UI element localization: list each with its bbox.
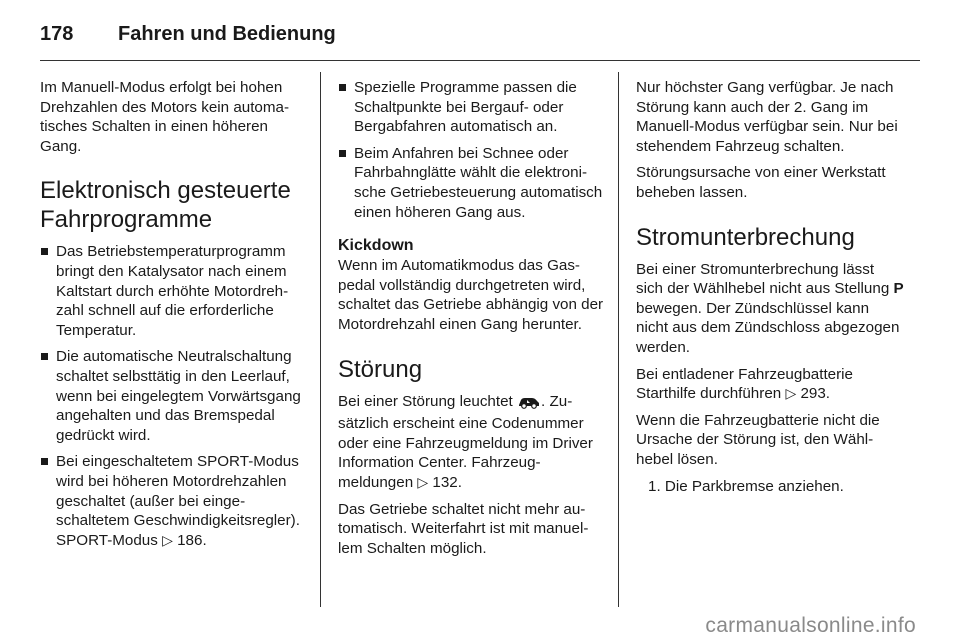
column-left (40, 78, 308, 557)
page-reference-link[interactable]: 132. (432, 473, 462, 491)
column-divider (618, 72, 619, 607)
page-title: Fahren und Bedienung (118, 22, 336, 45)
paragraph: Störungsursache von einer Werkstatt beheben lassen. (636, 164, 886, 201)
paragraph: Nur höchster Gang verfügbar. Je nach Störung kann auch der 2. Gang im Manuell-Modus verfügbar sein. Nur bei stehendem Fahrzeug schalten. (636, 79, 898, 155)
paragraph: Bei entladener Fahrzeugbatterie Starthilfe durchführen ▷ 293. (636, 365, 853, 403)
arrow-reference-icon: ▷ (417, 473, 429, 490)
column-middle (338, 78, 604, 565)
paragraph: Bei einer Stromunterbrechung lässt sich der Wählhebel nicht aus Stellung P bewegen. Der Zündschlüssel kann nicht aus dem Zündschloss abgezogen werden. (636, 260, 904, 356)
section-heading-fahrprogramme: Elektronisch gesteuerte Fahrprogramme (40, 177, 291, 234)
stoerung-paragraph-2: Das Getriebe schaltet nicht mehr automatisch. Weiterfahrt ist mit manuellem Schalten möglich. (338, 500, 589, 557)
column-right (636, 78, 904, 496)
page-reference-link[interactable]: 186. (177, 531, 207, 549)
section-heading-stromunterbrechung: Stromunterbrechung (636, 223, 855, 251)
car-transmission-warning-icon (518, 395, 540, 415)
fahrprogramme-list-continued (338, 78, 604, 222)
subheading-kickdown: Kickdown (338, 237, 414, 255)
list-item-text: Bei eingeschaltetem SPORT-Modus wird bei höheren Motordrehzahlen geschaltet (außer bei eingeschaltetem Geschwindigkeitsregler). SPORT-Modus (56, 453, 300, 549)
intro-paragraph: Im Manuell-Modus erfolgt bei hohen Drehzahlen des Motors kein automatisches Schalten in einen höheren Gang. (40, 79, 290, 155)
page-header (40, 14, 336, 54)
fahrprogramme-list (40, 242, 308, 550)
arrow-reference-icon: ▷ (162, 531, 173, 548)
header-rule (40, 60, 920, 61)
column-divider (320, 72, 321, 607)
gear-position-p: P (893, 280, 904, 298)
steps-list (636, 477, 904, 497)
paragraph: Wenn die Fahrzeugbatterie nicht die Ursache der Störung ist, den Wählhebel lösen. (636, 411, 880, 468)
list-item: Das Betriebstemperaturprogramm bringt den Katalysator nach einem Kaltstart durch erhöhte Motordrehzahl schnell auf die erforderliche Temperatur. (40, 242, 308, 340)
list-item: Beim Anfahren bei Schnee oder Fahrbahnglätte wählt die elektronische Getriebesteuerung automatisch einen höheren Gang aus. (338, 144, 604, 222)
list-item: Spezielle Programme passen die Schaltpunkte bei Bergauf- oder Bergabfahren automatisch an. (338, 78, 604, 137)
list-item: 1. Die Parkbremse anziehen. (648, 477, 844, 495)
watermark: carmanualsonline.info (705, 614, 916, 637)
list-item (40, 452, 308, 550)
kickdown-paragraph: Wenn im Automatikmodus das Gaspedal vollständig durchgetreten wird, schaltet das Getriebe abhängig von der Motordrehzahl einen Gang herunter. (338, 257, 604, 333)
section-heading-stoerung: Störung (338, 355, 423, 383)
list-item: Die automatische Neutralschaltung schaltet selbsttätig in den Leerlauf, wenn bei eingelegtem Vorwärtsgang angehalten und das Bremspedal gedrückt wird. (40, 347, 308, 445)
page-reference-link[interactable]: 293. (800, 385, 831, 403)
stoerung-paragraph: Bei einer Störung leuchtet . Zusätzlich erscheint eine Codenummer oder eine Fahrzeugmeldung im Driver Information Center. Fahrzeugmeldungen ▷ 132. (338, 392, 593, 491)
arrow-reference-icon: ▷ (785, 385, 797, 402)
page-number: 178 (40, 22, 74, 45)
